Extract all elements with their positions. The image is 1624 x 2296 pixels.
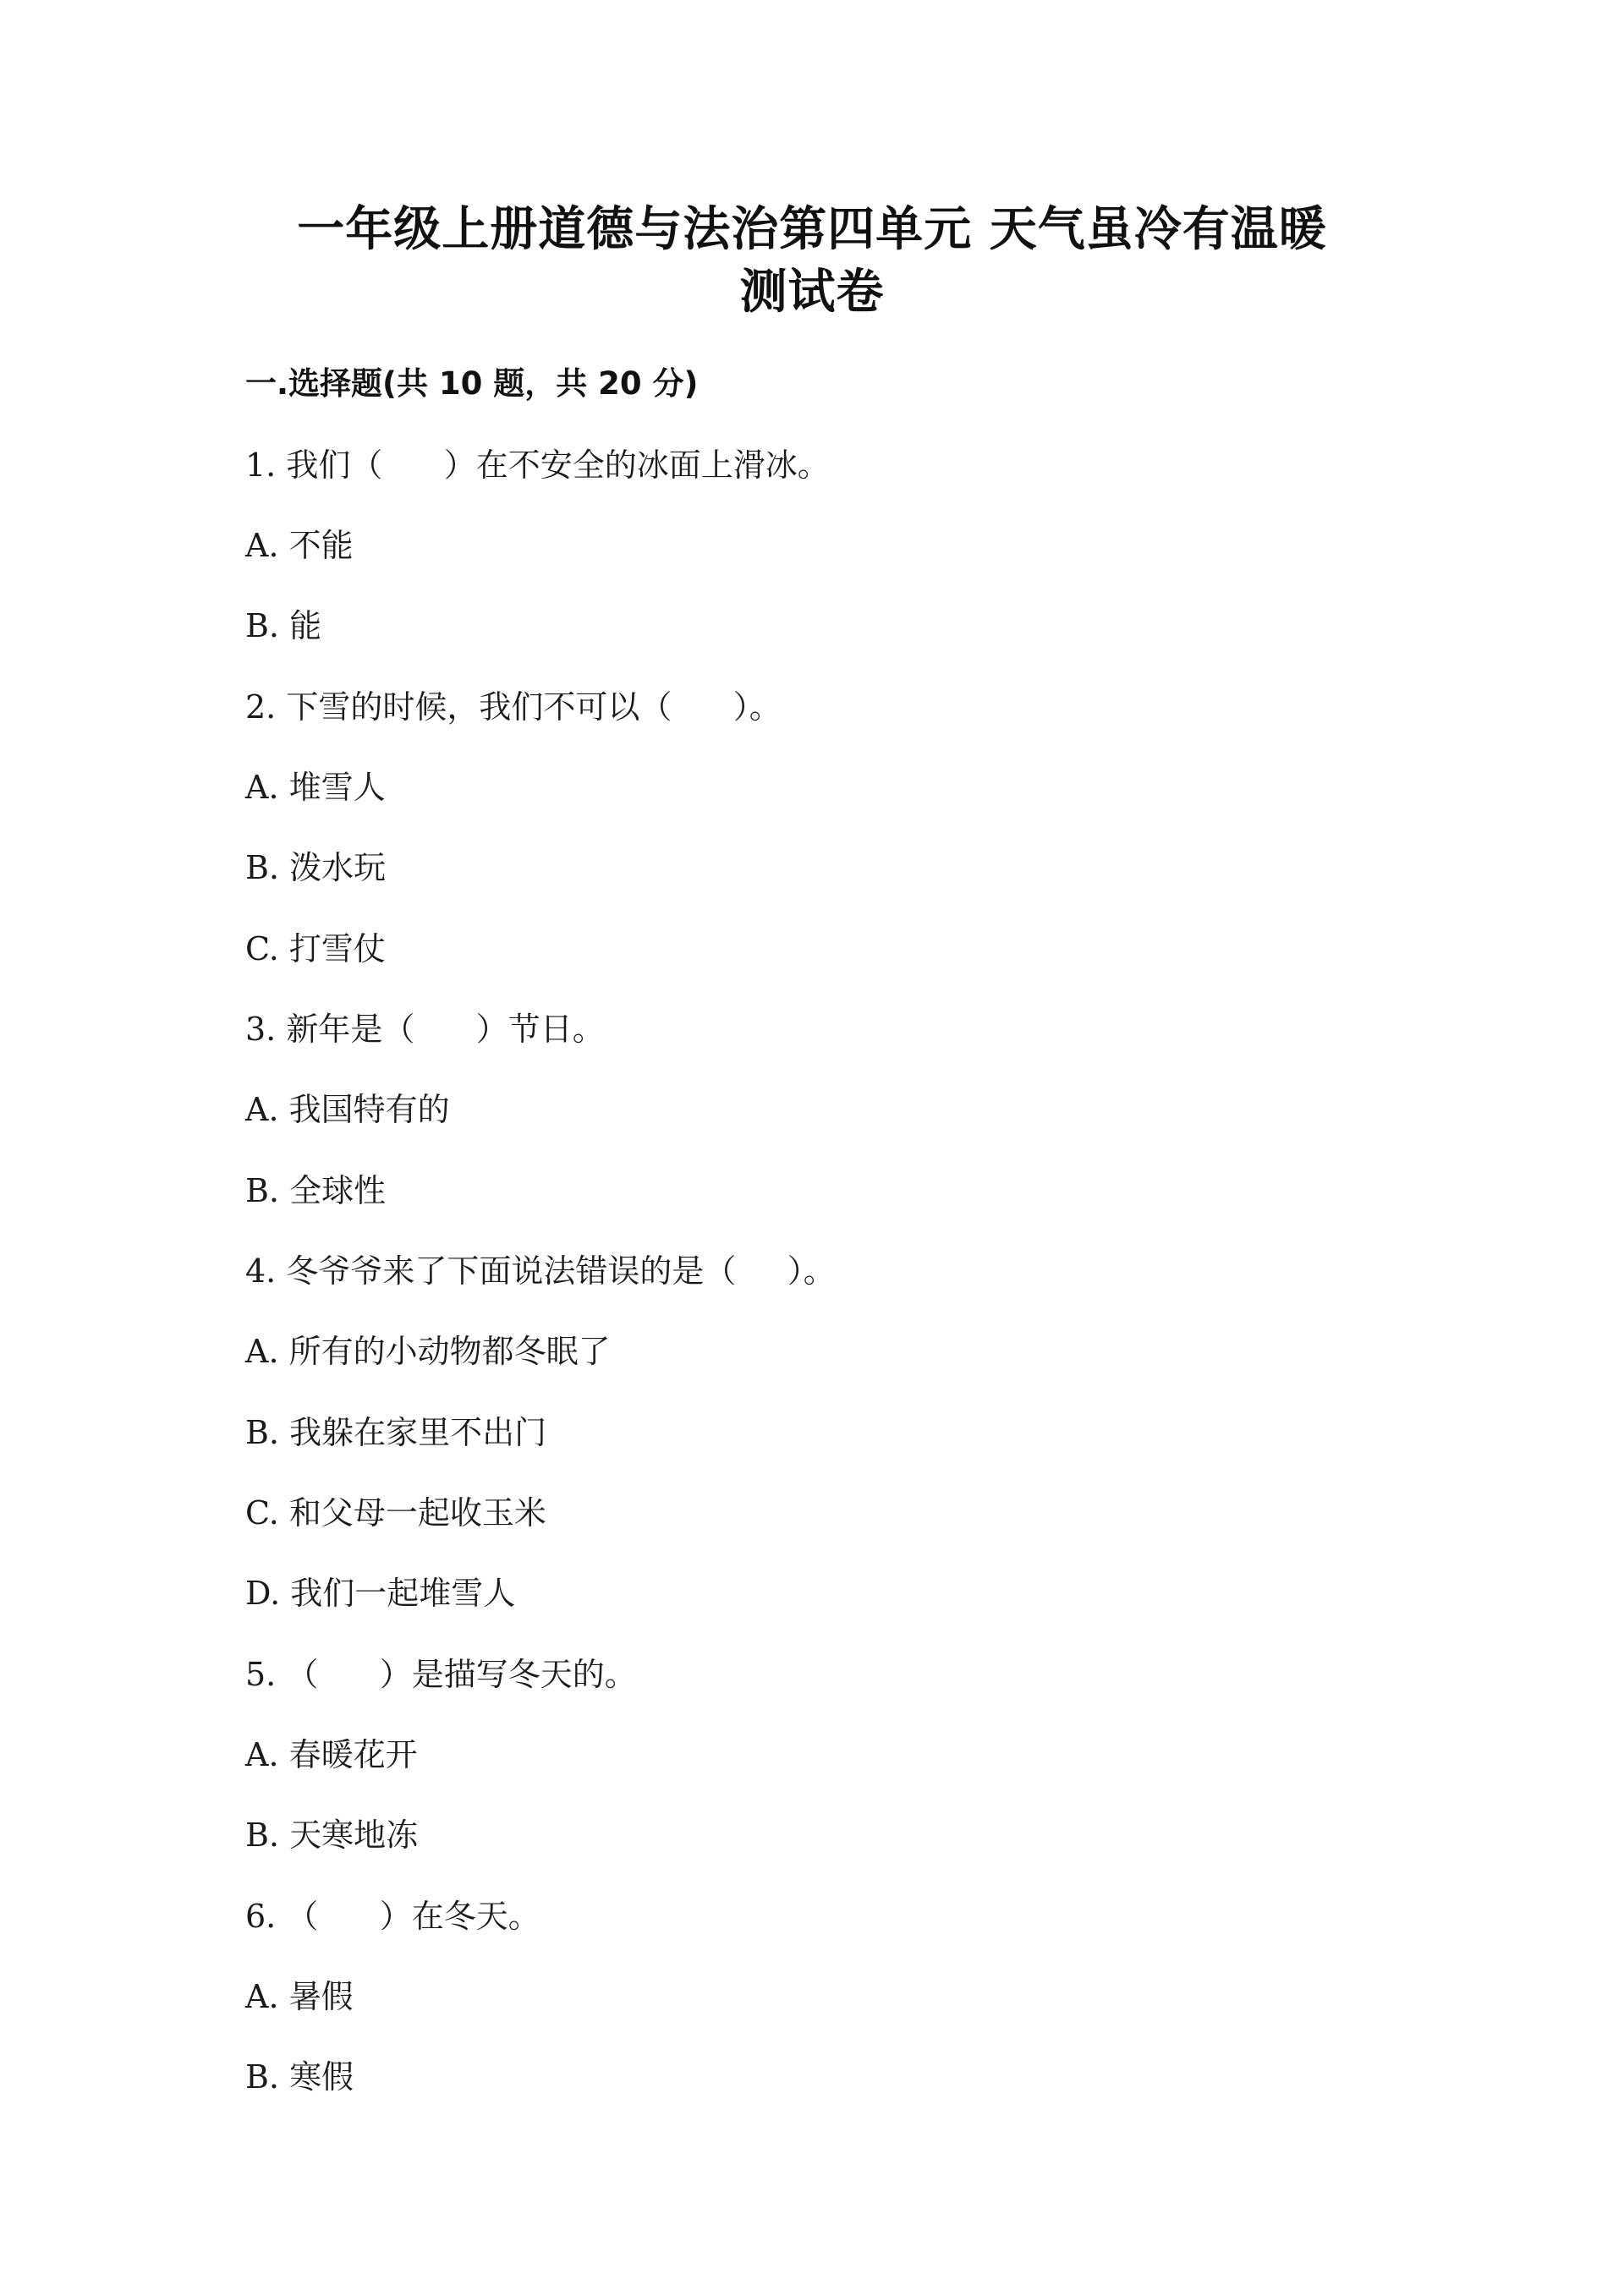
section-heading: 一.选择题(共 10 题，共 20 分) xyxy=(245,365,699,402)
page-title: 一年级上册道德与法治第四单元 天气虽冷有温暖 xyxy=(297,202,1327,257)
question-3-option-b: B. 全球性 xyxy=(245,1172,387,1209)
question-1-stem: 1. 我们（ ）在不安全的冰面上滑冰。 xyxy=(245,447,830,484)
question-2-option-c: C. 打雪仗 xyxy=(245,930,386,967)
question-6-option-b: B. 寒假 xyxy=(245,2058,354,2096)
question-5-option-b: B. 天寒地冻 xyxy=(245,1817,419,1854)
page-title-continued: 测试卷 xyxy=(739,265,885,320)
question-4-option-d: D. 我们一起堆雪人 xyxy=(245,1575,516,1612)
question-4-option-a: A. 所有的小动物都冬眠了 xyxy=(245,1333,611,1370)
question-4-option-c: C. 和父母一起收玉米 xyxy=(245,1494,546,1532)
question-2-option-a: A. 堆雪人 xyxy=(245,769,386,806)
question-2-option-b: B. 泼水玩 xyxy=(245,849,387,886)
question-2-stem: 2. 下雪的时候，我们不可以（ ）。 xyxy=(245,688,782,726)
question-6-stem: 6. （ ）在冬天。 xyxy=(245,1898,540,1935)
question-1-option-b: B. 能 xyxy=(245,607,322,644)
question-4-stem: 4. 冬爷爷来了下面说法错误的是（ ）。 xyxy=(245,1252,836,1290)
question-3-option-a: A. 我国特有的 xyxy=(245,1091,450,1128)
question-5-stem: 5. （ ）是描写冬天的。 xyxy=(245,1656,637,1693)
question-3-stem: 3. 新年是（ ）节日。 xyxy=(245,1011,605,1048)
question-5-option-a: A. 春暖花开 xyxy=(245,1736,418,1773)
question-1-option-a: A. 不能 xyxy=(245,527,354,564)
question-6-option-a: A. 暑假 xyxy=(245,1978,354,2015)
question-4-option-b: B. 我躲在家里不出门 xyxy=(245,1414,547,1451)
